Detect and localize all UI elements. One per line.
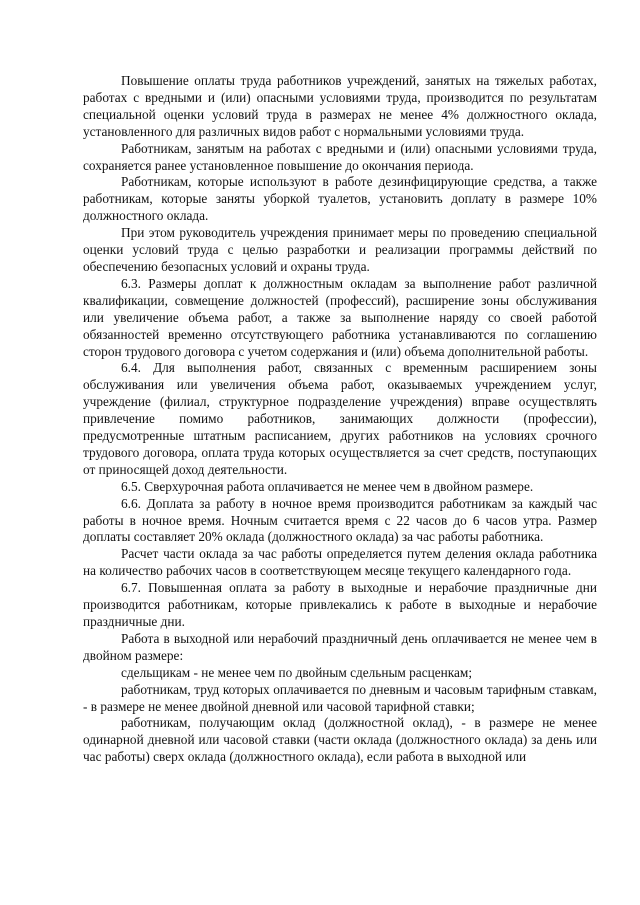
paragraph-salaried-workers: работникам, получающим оклад (должностной оклад), - в размере не менее одинарной дневной или часовой ставки (части оклада (должностного оклада) за день или час работы) сверх оклада (должностного оклада), если работа в выходной или <box>83 715 597 765</box>
paragraph-clause-6-6: 6.6. Доплата за работу в ночное время производится работникам за каждый час работы в ночное время. Ночным считается время с 22 часов до 6 часов утра. Размер доплаты составляет 20% оклада (должностного оклада) за час работы работника. <box>83 495 597 545</box>
paragraph-disinfectant-bonus: Работникам, которые используют в работе дезинфицирующие средства, а также работникам, которые заняты уборкой туалетов, установить доплату в размере 10% должностного оклада. <box>83 174 597 224</box>
paragraph-clause-6-5: 6.5. Сверхурочная работа оплачивается не менее чем в двойном размере. <box>121 478 534 494</box>
paragraph-tariff-workers: работникам, труд которых оплачивается по дневным и часовым тарифным ставкам, - в размере не менее двойной дневной или часовой тарифной ставки; <box>83 681 597 714</box>
paragraph-clause-6-4: 6.4. Для выполнения работ, связанных с временным расширением зоны обслуживания или увеличения объема работ, оказываемых учреждением услуг, учреждение (филиал, структурное подразделение учреждения) вправе осуществлять привлечение помимо работников, занимающих должности (профессии), предусмотренные штатным расписанием, других работников на условиях срочного трудового договора, оплата труда которых осуществляется за счет средств, поступающих от приносящей доход деятельности. <box>83 360 597 477</box>
paragraph-clause-6-3: 6.3. Размеры доплат к должностным окладам за выполнение работ различной квалификации, совмещение должностей (профессий), расширение зоны обслуживания или увеличение объема работ, а также за выполнение наряду со своей работой обязанностей временно отсутствующего работника устанавливаются по соглашению сторон трудового договора с учетом содержания и (или) объема дополнительной работы. <box>83 275 597 359</box>
document-page <box>83 73 597 766</box>
paragraph-clause-6-7: 6.7. Повышенная оплата за работу в выходные и нерабочие праздничные дни производится работникам, которые привлекались к работе в выходные и нерабочие праздничные дни. <box>83 580 597 629</box>
paragraph-retained-increase: Работникам, занятым на работах с вредными и (или) опасными условиями труда, сохраняется ранее установленное повышение до окончания периода. <box>83 140 597 173</box>
paragraph-hazard-pay: Повышение оплаты труда работников учреждений, занятых на тяжелых работах, работах с вредными и (или) опасными условиями труда, производится по результатам специальной оценки условий труда в размерах не менее 4% должностного оклада, установленного для различных видов работ с нормальными условиями труда. <box>83 73 597 139</box>
paragraph-hourly-rate-calc: Расчет части оклада за час работы определяется путем деления оклада работника на количество рабочих часов в соответствующем месяце текущего календарного года. <box>83 546 597 579</box>
paragraph-holiday-pay: Работа в выходной или нерабочий праздничный день оплачивается не менее чем в двойном размере: <box>83 630 597 663</box>
paragraph-safety-measures: При этом руководитель учреждения принимает меры по проведению специальной оценки условий труда с целью разработки и реализации программы действий по обеспечению безопасных условий и охраны труда. <box>83 225 597 274</box>
paragraph-piece-workers: сдельщикам - не менее чем по двойным сдельным расценкам; <box>121 664 473 680</box>
